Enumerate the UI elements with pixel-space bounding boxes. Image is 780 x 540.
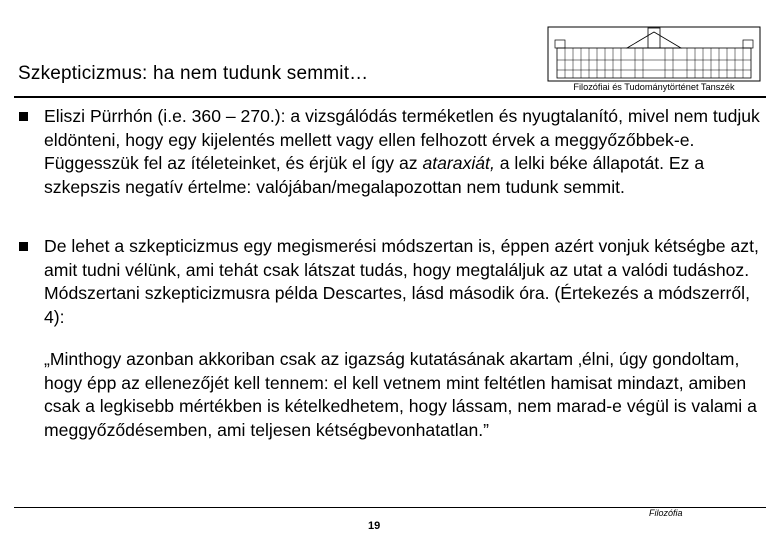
title-divider <box>14 96 766 98</box>
slide-title: Szkepticizmus: ha nem tudunk semmit… <box>18 63 369 84</box>
department-logo <box>547 26 761 96</box>
footer-label: Filozófia <box>649 508 683 518</box>
bullet-1-italic-term: ataraxiát, <box>422 153 495 173</box>
page-number: 19 <box>368 520 381 532</box>
bullet-paragraph-2: De lehet a szkepticizmus egy megismerési módszertan is, éppen azért vonjuk kétségbe azt, amit tudni vélünk, ami tehát csak látszat tudás, hogy megtaláljuk az utat a valódi tudáshoz. Módszertani szkepticizmusra példa Descartes, lásd második óra. (Értekezés a módszerről, 4): <box>44 236 759 327</box>
building-emblem <box>547 26 761 82</box>
logo-caption: Filozófiai és Tudománytörténet Tanszék <box>573 82 735 92</box>
bullet-square-icon <box>19 242 28 251</box>
descartes-quote: „Minthogy azonban akkoriban csak az igazság kutatásának akartam ‚élni, úgy gondoltam, hogy épp az ellenezőjét kell tennem: el kell vetnem mint feltétlen hamisat mindazt, amiben csak a legkisebb mértékben is kételkedhetem, hogy lássam, nem marad-e végül is valami a meggyőződésemben, ami teljesen kétségbevonhatatlan.” <box>44 349 757 440</box>
bullet-square-icon <box>19 112 28 121</box>
bullet-1-text-after: a lelki béke állapotát. Ez a szkepszis negatív értelme: valójában/megalapozottan nem tudunk semmit. <box>44 153 705 197</box>
bullet-paragraph-1 <box>44 105 766 199</box>
bullet-1-text-before: Eliszi Pürrhón (i.e. 360 – 270.): a vizsgálódás terméketlen és nyugtalanító, mivel nem tudjuk eldönteni, hogy egy kijelentés mellett vagy ellen felhozott érvek a meggyőzőbbek-e. Függesszük fel az ítéleteinket, és érjük el így az <box>44 106 760 173</box>
